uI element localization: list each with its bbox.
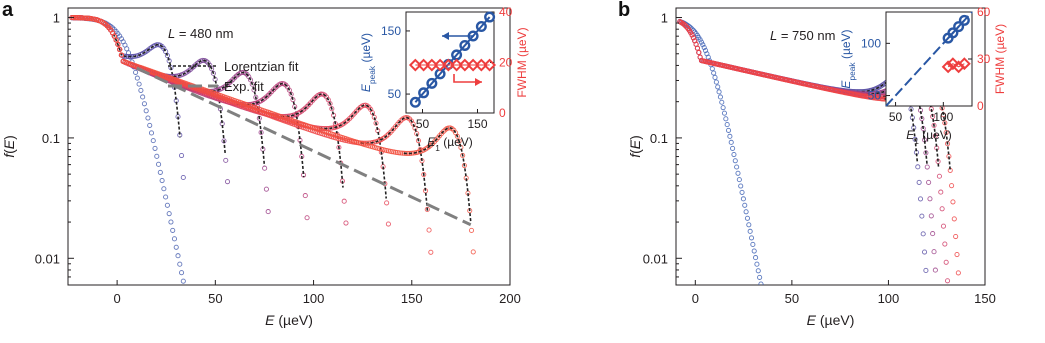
data-point (146, 116, 150, 120)
data-point (758, 275, 762, 279)
data-point (224, 158, 228, 162)
data-point (178, 262, 182, 266)
data-point (133, 70, 137, 74)
inset-left-tick-label: 150 (380, 23, 401, 38)
x-tick-label: 50 (208, 291, 223, 306)
length-annotation: L = 480 nm (168, 26, 234, 41)
data-point (148, 123, 152, 127)
data-point (951, 200, 955, 204)
data-point (697, 50, 701, 54)
data-point (141, 95, 145, 99)
data-point (931, 232, 935, 236)
data-point (176, 254, 180, 258)
data-point (921, 232, 925, 236)
data-point (743, 203, 747, 207)
inset-left-axis-label: $E_{peak}$ (µeV) (839, 29, 857, 89)
inset-left-axis-label: $E_{peak}$ (µeV) (359, 32, 377, 93)
inset-x-tick-label: 150 (467, 117, 488, 131)
data-point (266, 210, 270, 214)
data-point (735, 165, 739, 169)
data-point (169, 220, 173, 224)
data-point (928, 197, 932, 201)
x-tick-label: 100 (877, 291, 900, 306)
data-point (174, 245, 178, 249)
data-point (716, 85, 720, 89)
lorentzian-fit-curve (319, 105, 386, 198)
inset-left-tick-label: 50 (387, 87, 401, 102)
y-tick-label: 0.1 (649, 130, 668, 146)
data-point (752, 249, 756, 253)
data-point (165, 203, 169, 207)
length-annotation: L = 750 nm (770, 28, 836, 43)
data-point (137, 82, 141, 86)
y-axis-label: f(E) (1, 135, 17, 158)
data-point (712, 71, 716, 75)
data-point (726, 128, 730, 132)
data-point (225, 180, 229, 184)
series-7 (70, 16, 433, 255)
data-point (342, 199, 346, 203)
data-point (429, 250, 433, 254)
data-point (740, 190, 744, 194)
data-point (722, 111, 726, 115)
data-point (179, 271, 183, 275)
data-point (710, 67, 714, 71)
data-point (753, 256, 757, 260)
inset-x-tick-label: 50 (888, 110, 903, 124)
data-point (940, 207, 944, 211)
data-point (737, 178, 741, 182)
panel-letter: a (2, 0, 14, 21)
data-point (164, 195, 168, 199)
data-point (264, 187, 268, 191)
data-point (729, 140, 733, 144)
data-point (748, 229, 752, 233)
data-point (736, 171, 740, 175)
data-point (149, 131, 153, 135)
data-point (167, 212, 171, 216)
y-tick-label: 0.01 (34, 251, 60, 267)
inset-right-axis-label: FWHM (µeV) (993, 23, 1007, 95)
data-point (954, 234, 958, 238)
data-point (756, 269, 760, 273)
data-point (730, 146, 734, 150)
series-3 (70, 16, 270, 214)
data-point (713, 75, 717, 79)
data-point (751, 242, 755, 246)
data-point (941, 224, 945, 228)
data-point (924, 268, 928, 272)
data-point (920, 214, 924, 218)
data-point (303, 194, 307, 198)
y-axis-label: f(E) (627, 135, 643, 158)
data-point (932, 250, 936, 254)
data-point (305, 216, 309, 220)
data-point (139, 88, 143, 92)
x-tick-label: 150 (974, 291, 996, 306)
data-point (385, 201, 389, 205)
data-point (158, 170, 162, 174)
data-point (732, 152, 736, 156)
data-point (733, 159, 737, 163)
data-point (135, 76, 139, 80)
x-tick-label: 0 (113, 291, 121, 306)
data-point (160, 178, 164, 182)
series-0 (678, 19, 763, 286)
data-point (151, 139, 155, 143)
data-point (125, 47, 129, 51)
inset-right-tick-label: 30 (977, 52, 991, 66)
data-point (427, 228, 431, 232)
data-point (718, 95, 722, 99)
data-point (739, 184, 743, 188)
data-point (720, 100, 724, 104)
data-point (929, 214, 933, 218)
inset-x-tick-label: 100 (933, 110, 954, 124)
panel-letter: b (618, 0, 631, 21)
data-point (263, 166, 267, 170)
data-point (933, 268, 937, 272)
data-point (916, 165, 920, 169)
data-point (156, 162, 160, 166)
data-point (695, 46, 699, 50)
inset-right-tick-label: 40 (499, 5, 513, 19)
data-point (724, 117, 728, 121)
data-point (927, 180, 931, 184)
panel-b (618, 0, 1007, 328)
data-point (747, 223, 751, 227)
inset (359, 5, 529, 153)
x-tick-label: 100 (302, 291, 325, 306)
y-tick-label: 1 (52, 10, 60, 26)
data-point (755, 262, 759, 266)
data-point (944, 260, 948, 264)
data-point (741, 197, 745, 201)
lorentzian-fit-curve (276, 94, 343, 188)
data-point (939, 190, 943, 194)
data-point (918, 197, 922, 201)
data-point (943, 242, 947, 246)
inset-x-axis-label: $E_1$ (µeV) (906, 128, 952, 146)
panel-a (1, 0, 529, 328)
inset-right-tick-label: 0 (977, 99, 984, 113)
data-point (144, 109, 148, 113)
data-point (937, 174, 941, 178)
inset-left-tick-label: 100 (860, 36, 881, 51)
legend-exp-label: Exp. fit (224, 79, 264, 94)
data-point (142, 102, 146, 106)
x-tick-label: 50 (784, 291, 800, 306)
data-point (725, 122, 729, 126)
data-point (171, 228, 175, 232)
data-point (945, 279, 949, 283)
data-point (344, 221, 348, 225)
inset (839, 5, 1007, 146)
series-6 (70, 16, 391, 227)
data-point (717, 90, 721, 94)
x-tick-label: 200 (499, 291, 521, 306)
data-point (955, 252, 959, 256)
data-point (172, 237, 176, 241)
data-point (162, 187, 166, 191)
inset-right-tick-label: 0 (499, 106, 506, 120)
data-point (181, 279, 185, 283)
data-point (153, 146, 157, 150)
data-point (386, 222, 390, 226)
data-point (749, 236, 753, 240)
data-point (155, 154, 159, 158)
x-axis-label: E (µeV) (265, 312, 313, 328)
data-point (714, 80, 718, 84)
inset-right-tick-label: 60 (977, 5, 991, 19)
data-point (925, 165, 929, 169)
data-point (471, 250, 475, 254)
data-point (469, 228, 473, 232)
data-point (728, 134, 732, 138)
data-point (181, 175, 185, 179)
data-point (949, 184, 953, 188)
data-point (952, 217, 956, 221)
inset-x-tick-label: 50 (415, 117, 430, 131)
data-point (745, 216, 749, 220)
data-point (922, 250, 926, 254)
legend-lorentzian-label: Lorentzian fit (224, 59, 299, 74)
inset-left-tick-label: 50 (867, 88, 881, 103)
y-tick-label: 0.1 (41, 130, 60, 146)
y-tick-label: 1 (660, 10, 668, 26)
y-tick-label: 0.01 (642, 251, 668, 267)
data-point (744, 210, 748, 214)
x-tick-label: 150 (400, 291, 423, 306)
x-axis-label: E (µeV) (806, 312, 855, 328)
data-point (956, 271, 960, 275)
inset-right-tick-label: 20 (499, 55, 513, 70)
series-0 (70, 16, 186, 284)
data-point (917, 180, 921, 184)
inset-x-axis-label: $E_1$ (µeV) (427, 135, 473, 153)
data-point (179, 153, 183, 157)
data-point (721, 106, 725, 110)
x-tick-label: 0 (691, 291, 699, 306)
inset-right-axis-label: FWHM (µeV) (515, 27, 529, 98)
